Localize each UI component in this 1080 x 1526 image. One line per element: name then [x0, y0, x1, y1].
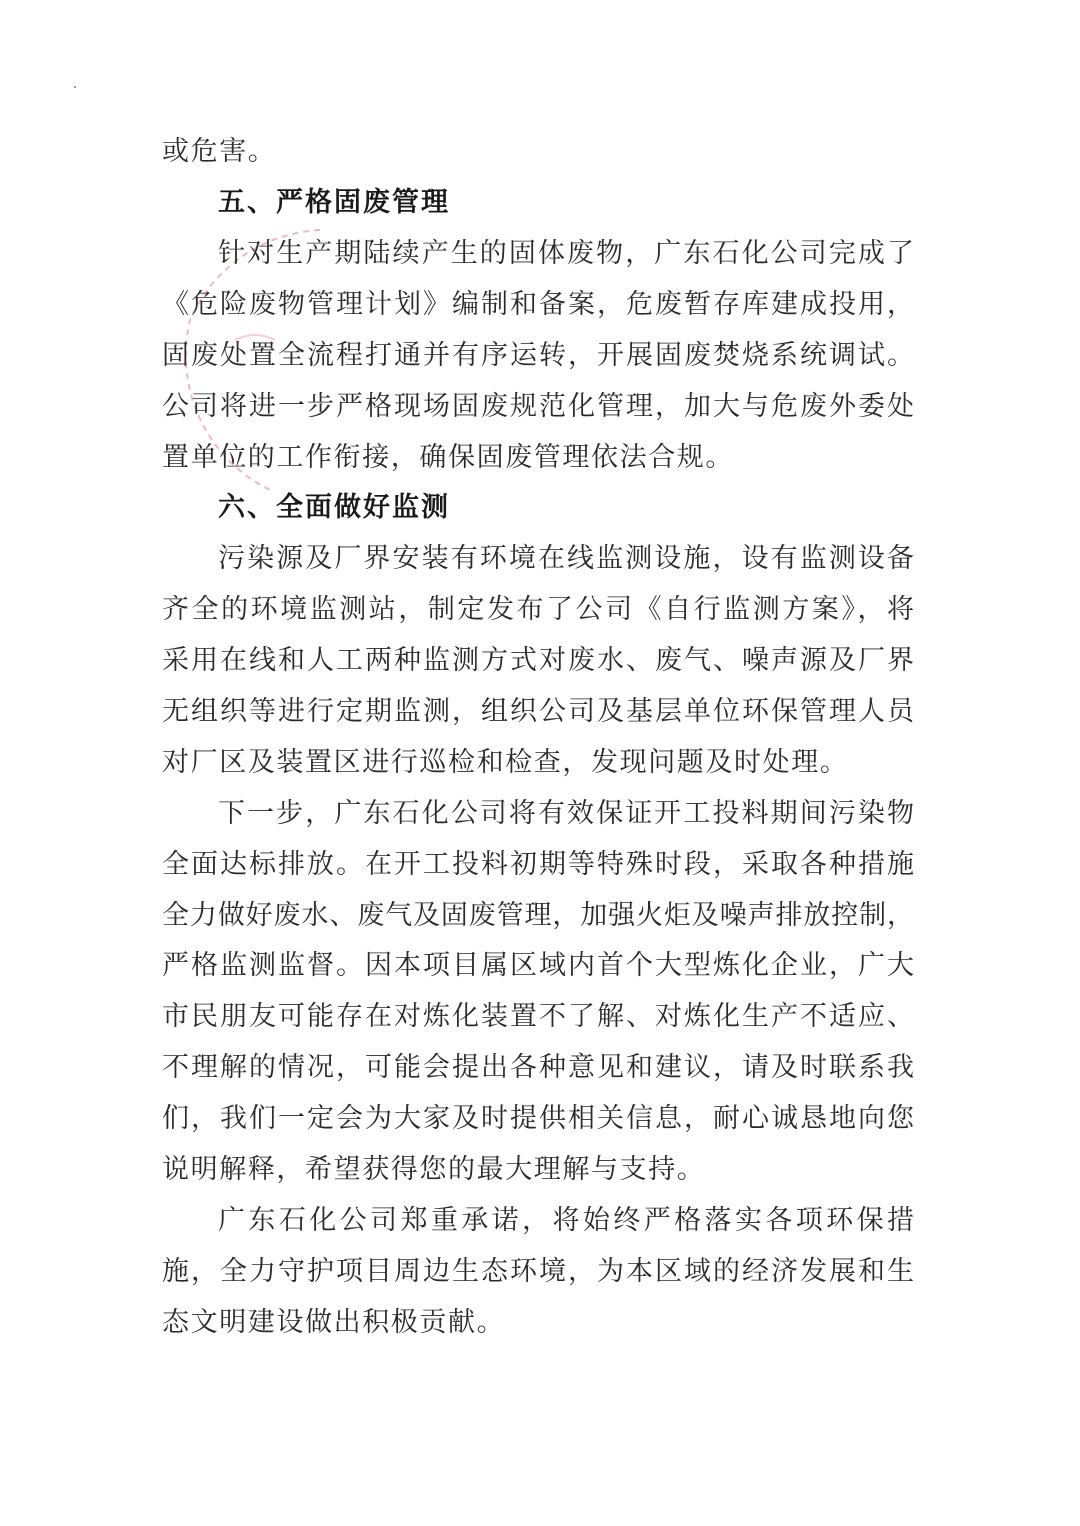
paragraph-line: 无组织等进行定期监测，组织公司及基层单位环保管理人员: [162, 696, 914, 727]
scan-speck: [74, 86, 76, 88]
paragraph-line: 对厂区及装置区进行巡检和检查，发现问题及时处理。: [162, 747, 849, 778]
paragraph-line: 市民朋友可能存在对炼化装置不了解、对炼化生产不适应、: [162, 1001, 914, 1032]
paragraph-line: 针对生产期陆续产生的固体废物，广东石化公司完成了: [218, 238, 914, 269]
paragraph-line: 严格监测监督。因本项目属区域内首个大型炼化企业，广大: [162, 950, 914, 981]
paragraph-line: 广东石化公司郑重承诺，将始终严格落实各项环保措: [218, 1205, 914, 1236]
section-heading: 五、严格固废管理: [218, 187, 450, 218]
paragraph-line: 施，全力守护项目周边生态环境，为本区域的经济发展和生: [162, 1256, 914, 1287]
paragraph-line: 污染源及厂界安装有环境在线监测设施，设有监测设备: [218, 543, 914, 574]
paragraph-line: 说明解释，希望获得您的最大理解与支持。: [162, 1154, 706, 1185]
paragraph-line: 全力做好废水、废气及固废管理，加强火炬及噪声排放控制，: [162, 900, 914, 931]
paragraph-line: 固废处置全流程打通并有序运转，开展固废焚烧系统调试。: [162, 340, 914, 371]
paragraph-line: 全面达标排放。在开工投料初期等特殊时段，采取各种措施: [162, 849, 914, 880]
paragraph-line: 采用在线和人工两种监测方式对废水、废气、噪声源及厂界: [162, 645, 914, 676]
section-heading: 六、全面做好监测: [218, 492, 450, 523]
paragraph-line: 齐全的环境监测站，制定发布了公司《自行监测方案》，将: [162, 594, 914, 625]
paragraph-line: 们，我们一定会为大家及时提供相关信息，耐心诚恳地向您: [162, 1103, 914, 1134]
paragraph-line: 置单位的工作衔接，确保固废管理依法合规。: [162, 442, 734, 473]
paragraph-line: 或危害。: [162, 136, 277, 167]
paragraph-line: 下一步，广东石化公司将有效保证开工投料期间污染物: [218, 798, 914, 829]
paragraph-line: 态文明建设做出积极贡献。: [162, 1307, 506, 1338]
paragraph-line: 公司将进一步严格现场固废规范化管理，加大与危废外委处: [162, 391, 914, 422]
paragraph-line: 《危险废物管理计划》编制和备案，危废暂存库建成投用，: [162, 289, 914, 320]
paragraph-line: 不理解的情况，可能会提出各种意见和建议，请及时联系我: [162, 1052, 914, 1083]
